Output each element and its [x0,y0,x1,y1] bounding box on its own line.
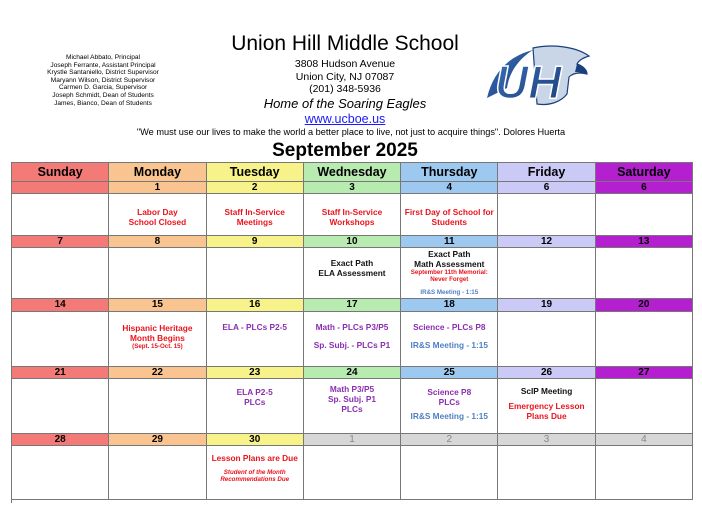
day-cell [207,248,304,299]
date-number: 29 [109,434,206,446]
month-title: September 2025 [272,140,418,161]
date-number: 4 [596,434,693,446]
date-number: 24 [304,367,401,379]
day-cell [498,446,595,500]
day-cell [12,248,109,299]
school-logo [483,42,593,110]
school-motto: Home of the Soaring Eagles [263,96,427,111]
day-cell [207,446,304,500]
day-cell [596,312,693,367]
date-number: 27 [596,367,693,379]
day-cell [596,248,693,299]
date-number: 22 [109,367,206,379]
phone-number: (201) 348-5936 [309,83,381,95]
date-number: 25 [401,367,498,379]
staff-line: Krystle Santaniello, District Supervisor [47,69,159,77]
header-wednesday: Wednesday [304,163,401,182]
quote: "We must use our lives to make the world a better place to live, not just to acquire things". Dolores Huerta [136,127,566,137]
event-irs-meeting: IR&S Meeting - 1:15 [420,288,479,296]
date-number: 10 [304,236,401,248]
day-cell [304,248,401,299]
staff-line: James, Bianco, Dean of Students [54,99,152,107]
date-number: 18 [401,299,498,312]
calendar-grid [11,162,693,503]
day-cell [401,248,498,299]
event-emergency-plans: Emergency Lesson Plans Due [508,401,585,421]
header-saturday: Saturday [596,163,693,182]
event-math-assessment: Exact Path Math Assessment [414,249,485,269]
date-number: 15 [109,299,206,312]
header-monday: Monday [109,163,206,182]
date-number: 6 [596,182,693,194]
day-cell [207,194,304,236]
date-number: 9 [207,236,304,248]
day-cell [12,379,109,434]
day-cell [109,194,206,236]
day-cell [304,194,401,236]
date-number [12,182,109,194]
event-math-spsubj-plcs: Math P3/P5 Sp. Subj. P1 PLCs [328,384,376,414]
event-labor-day: Labor Day School Closed [128,207,187,227]
event-student-of-month: Student of the Month Recommendations Due [220,469,290,484]
date-number: 14 [12,299,109,312]
event-first-day: First Day of School for Students [404,207,494,227]
header-thursday: Thursday [401,163,498,182]
logo-letters: UH [495,56,562,108]
day-cell [109,248,206,299]
event-ela-plcs: ELA P2-5 PLCs [236,387,273,407]
event-ela-assessment: Exact Path ELA Assessment [318,258,386,278]
date-number: 12 [498,236,595,248]
date-number: 26 [498,367,595,379]
event-irs-meeting: IR&S Meeting - 1:15 [410,411,488,421]
event-heritage-dates: (Sept. 15-Oct. 15) [132,343,183,350]
event-science-plcs: Science P8 PLCs [427,387,472,407]
event-math-plcs: Math - PLCs P3/P5 [315,322,389,332]
date-number: 13 [596,236,693,248]
staff-line: Joseph Schmidt, Dean of Students [52,91,154,99]
day-cell [401,379,498,434]
day-cell [498,379,595,434]
day-cell [12,312,109,367]
website-link[interactable]: www.ucboe.us [304,112,386,126]
event-scip-meeting: ScIP Meeting [520,386,573,396]
day-cell [596,194,693,236]
address-line-2: Union City, NJ 07087 [295,70,395,83]
school-address [200,58,490,96]
day-cell [596,379,693,434]
date-number: 4 [401,182,498,194]
date-number: 17 [304,299,401,312]
event-irs-meeting: IR&S Meeting - 1:15 [410,340,488,350]
date-number: 23 [207,367,304,379]
date-number: 6 [498,182,595,194]
day-cell [109,379,206,434]
day-cell [401,194,498,236]
day-cell [304,312,401,367]
day-cell [207,379,304,434]
day-cell [207,312,304,367]
date-number: 3 [304,182,401,194]
day-cell [498,194,595,236]
date-number: 2 [401,434,498,446]
day-cell [109,446,206,500]
event-staff-workshops: Staff In-Service Workshops [321,207,383,227]
day-cell [498,248,595,299]
event-911-memorial: September 11th Memorial: Never Forget [410,269,488,284]
staff-line: Michael Abbato, Principal [65,54,141,61]
staff-line: Maryann Wilson, District Supervisor [50,76,156,84]
day-cell [12,194,109,236]
day-cell [109,312,206,367]
date-number: 16 [207,299,304,312]
date-number: 19 [498,299,595,312]
day-cell [401,312,498,367]
school-name: Union Hill Middle School [231,32,459,55]
header-friday: Friday [498,163,595,182]
day-cell [498,312,595,367]
header-tuesday: Tuesday [207,163,304,182]
date-number: 30 [207,434,304,446]
staff-list [18,54,188,107]
date-number: 2 [207,182,304,194]
date-number: 3 [498,434,595,446]
date-number: 1 [304,434,401,446]
event-spsubj-plcs: Sp. Subj. - PLCs P1 [313,340,391,350]
day-cell [12,446,109,500]
date-number: 7 [12,236,109,248]
event-ela-plcs: ELA - PLCs P2-5 [222,322,288,332]
event-lesson-plans: Lesson Plans are Due [211,453,298,463]
address-line-1: 3808 Hudson Avenue [294,58,396,70]
date-number: 28 [12,434,109,446]
date-number: 1 [109,182,206,194]
staff-line: Joseph Ferrante, Assistant Principal [50,61,156,69]
day-cell [596,446,693,500]
date-number: 11 [401,236,498,248]
event-hispanic-heritage: Hispanic Heritage Month Begins [122,323,193,343]
event-science-plcs: Science - PLCs P8 [413,322,486,332]
staff-line: Carmen D. Garcia, Supervisor [58,84,148,92]
date-number: 21 [12,367,109,379]
day-cell [304,379,401,434]
header-sunday: Sunday [12,163,109,182]
date-number: 20 [596,299,693,312]
day-cell [401,446,498,500]
event-staff-meetings: Staff In-Service Meetings [224,207,285,227]
date-number: 8 [109,236,206,248]
day-cell [304,446,401,500]
